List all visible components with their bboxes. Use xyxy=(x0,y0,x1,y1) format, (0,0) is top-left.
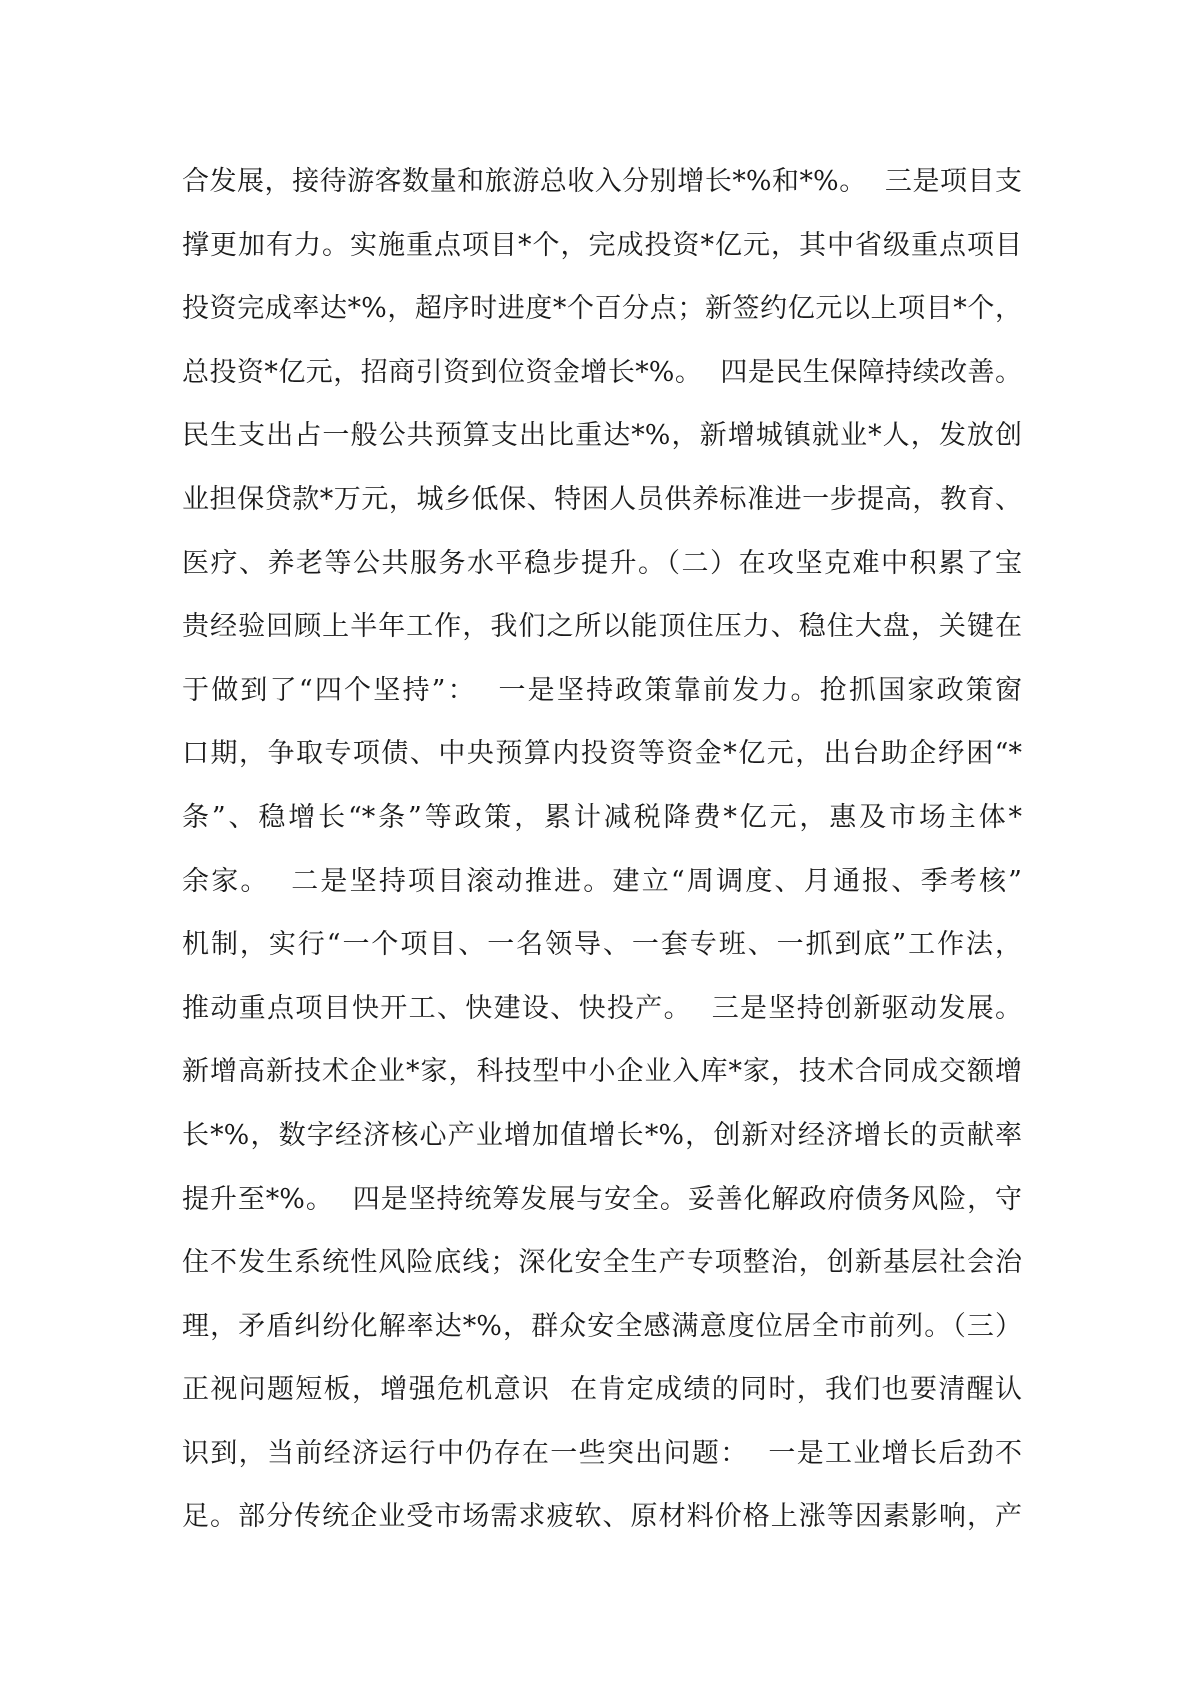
text-line: 总投资*亿元，招商引资到位资金增长*%。 四是民生保障持续改善。 xyxy=(182,356,1022,388)
text-line: 业担保贷款*万元，城乡低保、特困人员供养标准进一步提高，教育、 xyxy=(182,483,1022,515)
text-line: 足。部分传统企业受市场需求疲软、原材料价格上涨等因素影响，产 xyxy=(182,1501,1022,1533)
text-line: 理，矛盾纠纷化解率达*%，群众安全感满意度位居全市前列。（三） xyxy=(182,1310,1022,1342)
text-line: 长*%，数字经济核心产业增加值增长*%，创新对经济增长的贡献率 xyxy=(182,1119,1022,1151)
text-line: 提升至*%。 四是坚持统筹发展与安全。妥善化解政府债务风险，守 xyxy=(182,1183,1022,1215)
text-line: 民生支出占一般公共预算支出比重达*%，新增城镇就业*人，发放创 xyxy=(182,420,1022,452)
text-line: 撑更加有力。实施重点项目*个，完成投资*亿元，其中省级重点项目 xyxy=(182,229,1022,261)
text-line: 住不发生系统性风险底线；深化安全生产专项整治，创新基层社会治 xyxy=(182,1247,1022,1279)
text-line: 于做到了“四个坚持”： 一是坚持政策靠前发力。抢抓国家政策窗 xyxy=(182,674,1022,706)
text-line: 推动重点项目快开工、快建设、快投产。 三是坚持创新驱动发展。 xyxy=(182,992,1022,1024)
text-line: 贵经验回顾上半年工作，我们之所以能顶住压力、稳住大盘，关键在 xyxy=(182,611,1022,643)
text-line: 投资完成率达*%，超序时进度*个百分点；新签约亿元以上项目*个， xyxy=(182,293,1022,325)
text-line: 识到，当前经济运行中仍存在一些突出问题： 一是工业增长后劲不 xyxy=(182,1437,1022,1469)
text-line: 口期，争取专项债、中央预算内投资等资金*亿元，出台助企纾困“* xyxy=(182,738,1022,770)
body-text xyxy=(182,150,1022,1549)
text-line: 正视问题短板，增强危机意识 在肯定成绩的同时，我们也要清醒认 xyxy=(182,1374,1022,1406)
text-line: 条”、稳增长“*条”等政策，累计减税降费*亿元，惠及市场主体* xyxy=(182,801,1022,833)
text-line: 新增高新技术企业*家，科技型中小企业入库*家，技术合同成交额增 xyxy=(182,1056,1022,1088)
text-line: 合发展，接待游客数量和旅游总收入分别增长*%和*%。 三是项目支 xyxy=(182,166,1022,197)
text-line: 医疗、养老等公共服务水平稳步提升。（二）在攻坚克难中积累了宝 xyxy=(182,547,1022,579)
text-line: 机制，实行“一个项目、一名领导、一套专班、一抓到底”工作法， xyxy=(182,929,1022,961)
text-line: 余家。 二是坚持项目滚动推进。建立“周调度、月通报、季考核” xyxy=(182,865,1022,897)
